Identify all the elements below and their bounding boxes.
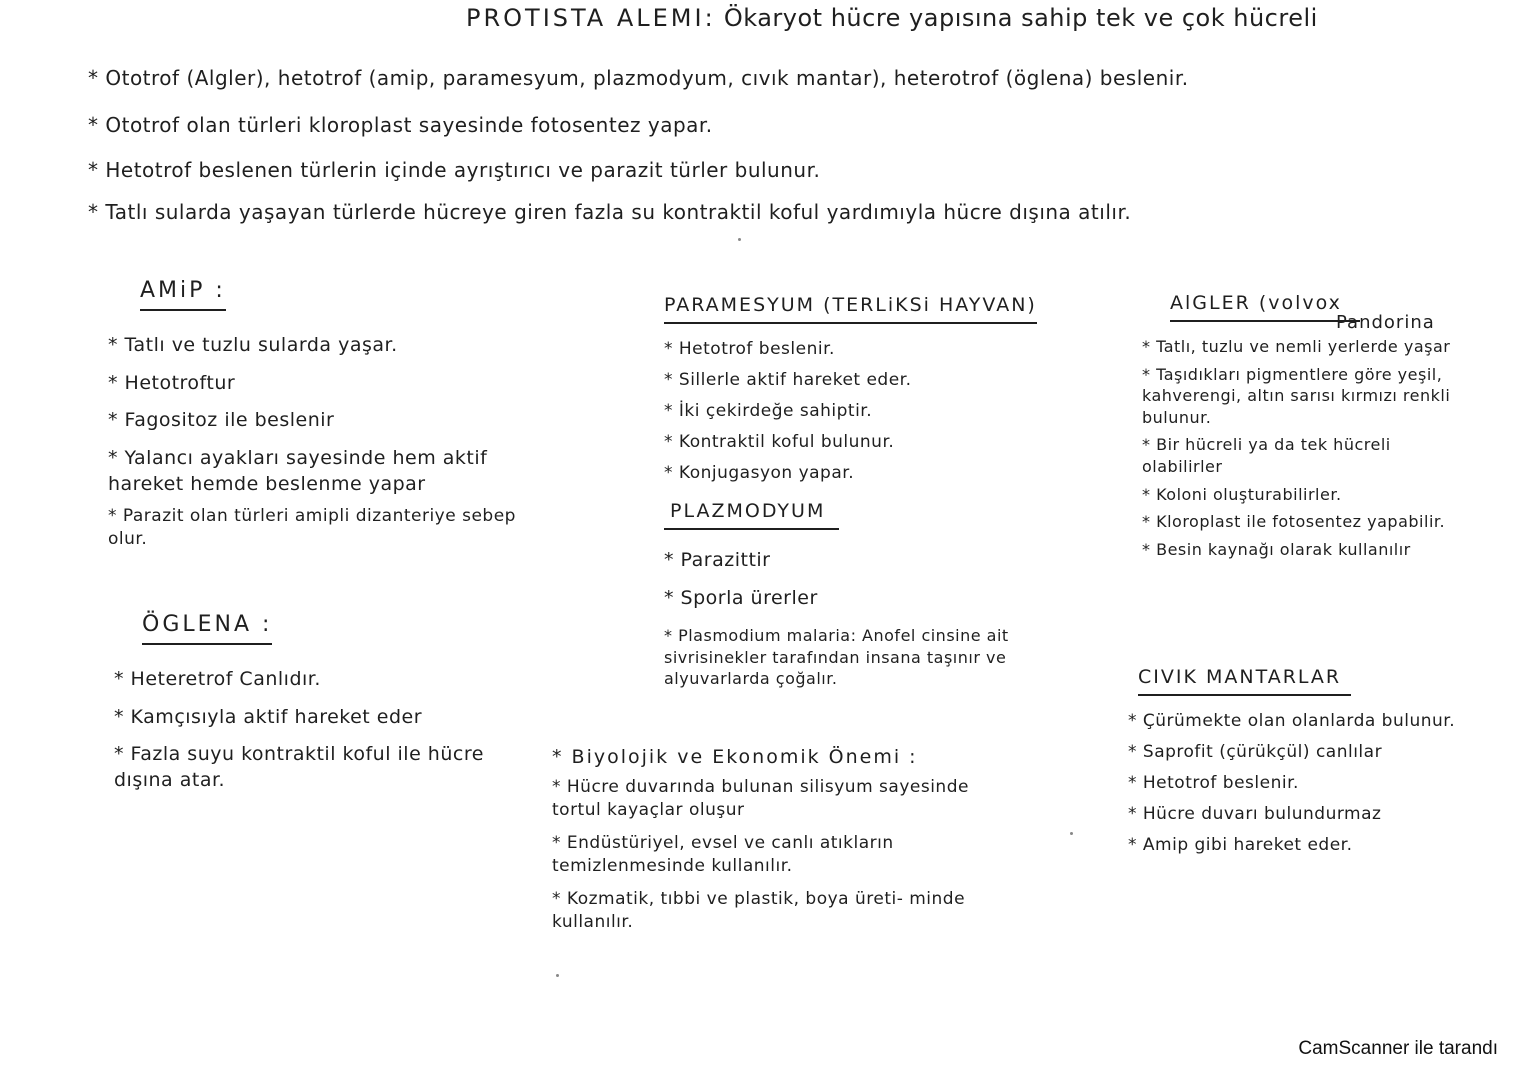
- page-subtitle: Ökaryot hücre yapısına sahip tek ve çok hücreli: [723, 4, 1318, 32]
- civik-item: * Saprofit (çürükçül) canlılar: [1128, 741, 1383, 762]
- algler-item: * Bir hücreli ya da tek hücreli olabilirler: [1142, 435, 1391, 476]
- plazmodyum-item: * Sporla ürerler: [664, 586, 818, 609]
- algler-item: * Besin kaynağı olarak kullanılır: [1142, 539, 1411, 559]
- ink-dot: [556, 974, 559, 977]
- civik-item: * Amip gibi hareket eder.: [1128, 834, 1353, 855]
- algler-subtitle: Pandorina: [1336, 312, 1435, 333]
- intro-line: * Ototrof (Algler), hetotrof (amip, paramesyum, plazmodyum, cıvık mantar), heterotrof (öglena) beslenir.: [88, 66, 1189, 90]
- amip-item: * Tatlı ve tuzlu sularda yaşar.: [108, 334, 398, 356]
- paramesyum-item: * Kontraktil koful bulunur.: [664, 431, 895, 452]
- onem-item: * Endüstüriyel, evsel ve canlı atıkların temizlenmesinde kullanılır.: [552, 832, 894, 876]
- plazmodyum-section: [664, 500, 1014, 690]
- algler-item: * Koloni oluşturabilirler.: [1142, 484, 1342, 504]
- onem-section: [552, 746, 1002, 934]
- paramesyum-item: * Sillerle aktif hareket eder.: [664, 369, 912, 390]
- algler-item: * Tatlı, tuzlu ve nemli yerlerde yaşar: [1142, 337, 1451, 356]
- civik-item: * Hücre duvarı bulundurmaz: [1128, 803, 1382, 824]
- ink-dot: [1070, 832, 1073, 835]
- paramesyum-item: * İki çekirdeğe sahiptir.: [664, 400, 873, 421]
- plazmodyum-item: * Parazittir: [664, 549, 771, 571]
- onem-item: * Hücre duvarında bulunan silisyum sayesinde tortul kayaçlar oluşur: [552, 777, 969, 820]
- oglena-title: ÖGLENA :: [142, 612, 272, 645]
- amip-item: * Fagositoz ile beslenir: [108, 409, 335, 432]
- paramesyum-section: [664, 294, 1104, 485]
- plazmodyum-title: PLAZMODYUM: [664, 500, 839, 530]
- oglena-item: * Fazla suyu kontraktil koful ile hücre dışına atar.: [114, 743, 484, 791]
- intro-line: * Ototrof olan türleri kloroplast sayesinde fotosentez yapar.: [88, 113, 713, 137]
- plazmodyum-item: * Plasmodium malaria: Anofel cinsine ait sivrisinekler tarafından insana taşınır ve alyuvarlarda çoğalır.: [664, 626, 1009, 689]
- page-title-line: [466, 4, 1318, 32]
- civik-item: * Hetotrof beslenir.: [1128, 772, 1299, 793]
- oglena-item: * Heteretrof Canlıdır.: [114, 668, 321, 690]
- amip-item: * Parazit olan türleri amipli dizanteriye sebep olur.: [108, 506, 516, 550]
- paramesyum-title: PARAMESYUM (TERLiKSi HAYVAN): [664, 294, 1037, 324]
- civik-title: CIVIK MANTARLAR: [1138, 666, 1351, 696]
- algler-title: AlGLER (volvox: [1170, 292, 1360, 322]
- intro-line: * Tatlı sularda yaşayan türlerde hücreye giren fazla su kontraktil koful yardımıyla hücre dışına atılır.: [88, 200, 1132, 224]
- oglena-section: [114, 612, 514, 794]
- civik-section: [1128, 666, 1468, 857]
- intro-line: * Hetotrof beslenen türlerin içinde ayrıştırıcı ve parazit türler bulunur.: [88, 158, 821, 182]
- ink-dot: [738, 238, 741, 241]
- page-title: PROTISTA ALEMI:: [466, 4, 716, 32]
- amip-item: * Hetotroftur: [108, 371, 236, 394]
- civik-item: * Çürümekte olan olanlarda bulunur.: [1128, 711, 1456, 731]
- oglena-item: * Kamçısıyla aktif hareket eder: [114, 705, 423, 728]
- scanner-watermark: CamScanner ile tarandı: [1298, 1038, 1498, 1059]
- algler-item: * Kloroplast ile fotosentez yapabilir.: [1142, 512, 1446, 532]
- amip-section: [108, 278, 548, 551]
- onem-title: * Biyolojik ve Ekonomik Önemi :: [552, 746, 918, 768]
- amip-item: * Yalancı ayakları sayesinde hem aktif hareket hemde beslenme yapar: [108, 446, 488, 495]
- amip-title: AMiP :: [140, 278, 226, 311]
- paramesyum-item: * Konjugasyon yapar.: [664, 462, 855, 483]
- paramesyum-item: * Hetotrof beslenir.: [664, 339, 835, 359]
- onem-item: * Kozmatik, tıbbi ve plastik, boya üreti- minde kullanılır.: [552, 888, 966, 932]
- algler-item: * Taşıdıkları pigmentlere göre yeşil, kahverengi, altın sarısı kırmızı renkli bulunur.: [1142, 364, 1451, 427]
